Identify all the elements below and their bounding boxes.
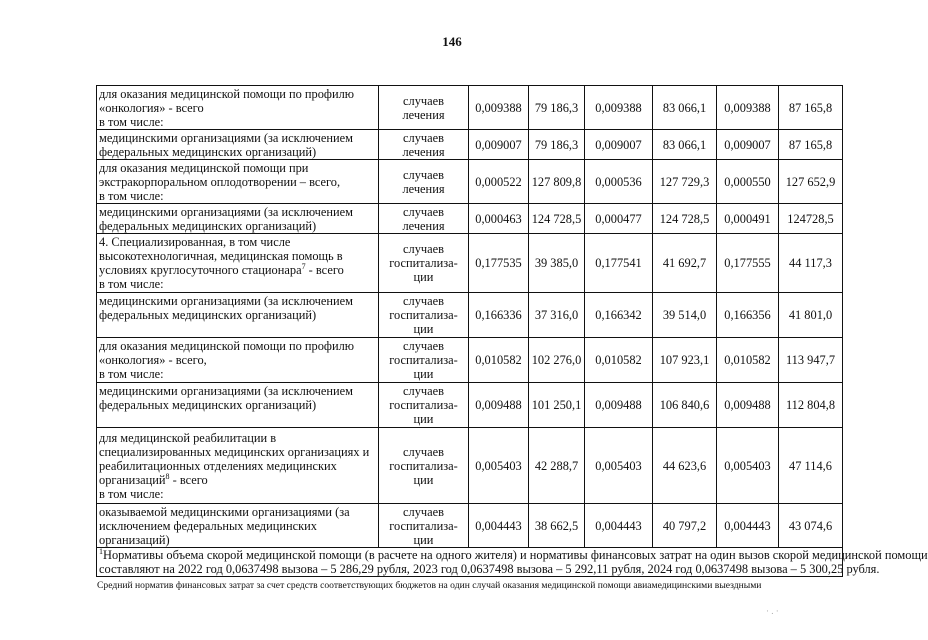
cost-2023: 44 623,6: [653, 428, 717, 504]
volume-2023: 0,010582: [585, 338, 653, 383]
table-row: [97, 130, 843, 160]
volume-2022: 0,004443: [469, 504, 529, 548]
scan-specks: · . ·: [766, 606, 779, 616]
volume-2024: 0,010582: [717, 338, 779, 383]
volume-2023: 0,009388: [585, 86, 653, 130]
cost-2022: 38 662,5: [529, 504, 585, 548]
cost-2024: 43 074,6: [779, 504, 843, 548]
cost-2022: 101 250,1: [529, 383, 585, 428]
volume-2022: 0,009007: [469, 130, 529, 160]
volume-2023: 0,000536: [585, 160, 653, 204]
cost-2022: 127 809,8: [529, 160, 585, 204]
row-unit: случаев лечения: [379, 86, 469, 130]
cost-2023: 124 728,5: [653, 204, 717, 234]
cost-2023: 107 923,1: [653, 338, 717, 383]
table-row: [97, 86, 843, 130]
table-row: [97, 204, 843, 234]
row-unit: случаев госпитализа- ции: [379, 428, 469, 504]
cost-2023: 40 797,2: [653, 504, 717, 548]
volume-2023: 0,004443: [585, 504, 653, 548]
volume-2023: 0,009488: [585, 383, 653, 428]
cost-2024: 47 114,6: [779, 428, 843, 504]
page-number: 146: [442, 34, 462, 49]
footnote-ref: 7: [301, 261, 306, 271]
volume-2024: 0,009007: [717, 130, 779, 160]
volume-2023: 0,177541: [585, 234, 653, 293]
volume-2023: 0,166342: [585, 293, 653, 338]
table-row: [97, 234, 843, 293]
standards-table: [96, 85, 928, 577]
row-unit: случаев госпитализа- ции: [379, 338, 469, 383]
volume-2024: 0,177555: [717, 234, 779, 293]
cost-2022: 79 186,3: [529, 86, 585, 130]
cost-2023: 127 729,3: [653, 160, 717, 204]
row-name: медицинскими организациями (за исключением федеральных медицинских организаций): [97, 383, 379, 428]
volume-2022: 0,009488: [469, 383, 529, 428]
cost-2023: 106 840,6: [653, 383, 717, 428]
footnote-row: [97, 548, 843, 577]
cost-2023: 41 692,7: [653, 234, 717, 293]
footnote: $^1$Нормативы объема скорой медицинской помощи (в расчете на одного жителя) и нормативы финансовых затрат на один вызов скорой медицинской помощи составляют на 2022 год 0,0637498 вызова – 5 286,29 рубля, 2023 год 0,0637498 вызова – 5 292,11 рубля, 2024 год 0,0637498 вызова – 5 300,25 рубля.: [97, 548, 843, 577]
volume-2023: 0,005403: [585, 428, 653, 504]
continuation-text: Средний норматив финансовых затрат за счет средств соответствующих бюджетов на один случай оказания медицинской помощи авиамедицинскими выездными: [97, 580, 762, 591]
cost-2022: 79 186,3: [529, 130, 585, 160]
cost-2022: 39 385,0: [529, 234, 585, 293]
table-row: [97, 338, 843, 383]
row-name: медицинскими организациями (за исключением федеральных медицинских организаций): [97, 204, 379, 234]
cost-2024: 112 804,8: [779, 383, 843, 428]
cost-2024: 124728,5: [779, 204, 843, 234]
volume-2022: 0,166336: [469, 293, 529, 338]
row-name: оказываемой медицинскими организациями (за исключением федеральных медицинских организаций): [97, 504, 379, 548]
table-row: [97, 504, 843, 548]
volume-2022: 0,000463: [469, 204, 529, 234]
volume-2022: 0,009388: [469, 86, 529, 130]
cost-2023: 39 514,0: [653, 293, 717, 338]
table-row: [97, 293, 843, 338]
row-name: для оказания медицинской помощи по профилю «онкология» - всего в том числе:: [97, 86, 379, 130]
row-unit: случаев лечения: [379, 160, 469, 204]
cost-2022: 102 276,0: [529, 338, 585, 383]
row-unit: случаев лечения: [379, 130, 469, 160]
volume-2023: 0,009007: [585, 130, 653, 160]
volume-2023: 0,000477: [585, 204, 653, 234]
cost-2024: 127 652,9: [779, 160, 843, 204]
row-name: 4. Специализированная, в том числе высокотехнологичная, медицинская помощь в условиях круглосуточного стационара$^7$ - всего в том числе:: [97, 234, 379, 293]
table-row: [97, 160, 843, 204]
volume-2024: 0,009488: [717, 383, 779, 428]
footnote-ref: 8: [165, 471, 170, 481]
cost-2024: 87 165,8: [779, 130, 843, 160]
cost-2023: 83 066,1: [653, 86, 717, 130]
footnote-marker: 1: [99, 546, 103, 556]
cost-2024: 44 117,3: [779, 234, 843, 293]
volume-2022: 0,177535: [469, 234, 529, 293]
row-name: для медицинской реабилитации в специализированных медицинских организациях и реабилитационных отделениях медицинских организаций$^8$ - всего в том числе:: [97, 428, 379, 504]
volume-2022: 0,010582: [469, 338, 529, 383]
cost-2024: 87 165,8: [779, 86, 843, 130]
volume-2024: 0,000491: [717, 204, 779, 234]
table-row: [97, 428, 843, 504]
cost-2022: 124 728,5: [529, 204, 585, 234]
row-name: медицинскими организациями (за исключением федеральных медицинских организаций): [97, 293, 379, 338]
cost-2024: 113 947,7: [779, 338, 843, 383]
volume-2024: 0,009388: [717, 86, 779, 130]
volume-2024: 0,005403: [717, 428, 779, 504]
cost-2023: 83 066,1: [653, 130, 717, 160]
row-unit: случаев лечения: [379, 204, 469, 234]
row-name: для оказания медицинской помощи по профилю «онкология» - всего, в том числе:: [97, 338, 379, 383]
volume-2024: 0,166356: [717, 293, 779, 338]
cost-2022: 42 288,7: [529, 428, 585, 504]
row-unit: случаев госпитализа- ции: [379, 504, 469, 548]
cost-2024: 41 801,0: [779, 293, 843, 338]
volume-2024: 0,000550: [717, 160, 779, 204]
row-name: для оказания медицинской помощи при экстракорпоральном оплодотворении – всего, в том числе:: [97, 160, 379, 204]
cost-2022: 37 316,0: [529, 293, 585, 338]
row-unit: случаев госпитализа- ции: [379, 234, 469, 293]
volume-2022: 0,005403: [469, 428, 529, 504]
table-row: [97, 383, 843, 428]
row-name: медицинскими организациями (за исключением федеральных медицинских организаций): [97, 130, 379, 160]
row-unit: случаев госпитализа- ции: [379, 383, 469, 428]
volume-2024: 0,004443: [717, 504, 779, 548]
row-unit: случаев госпитализа- ции: [379, 293, 469, 338]
volume-2022: 0,000522: [469, 160, 529, 204]
